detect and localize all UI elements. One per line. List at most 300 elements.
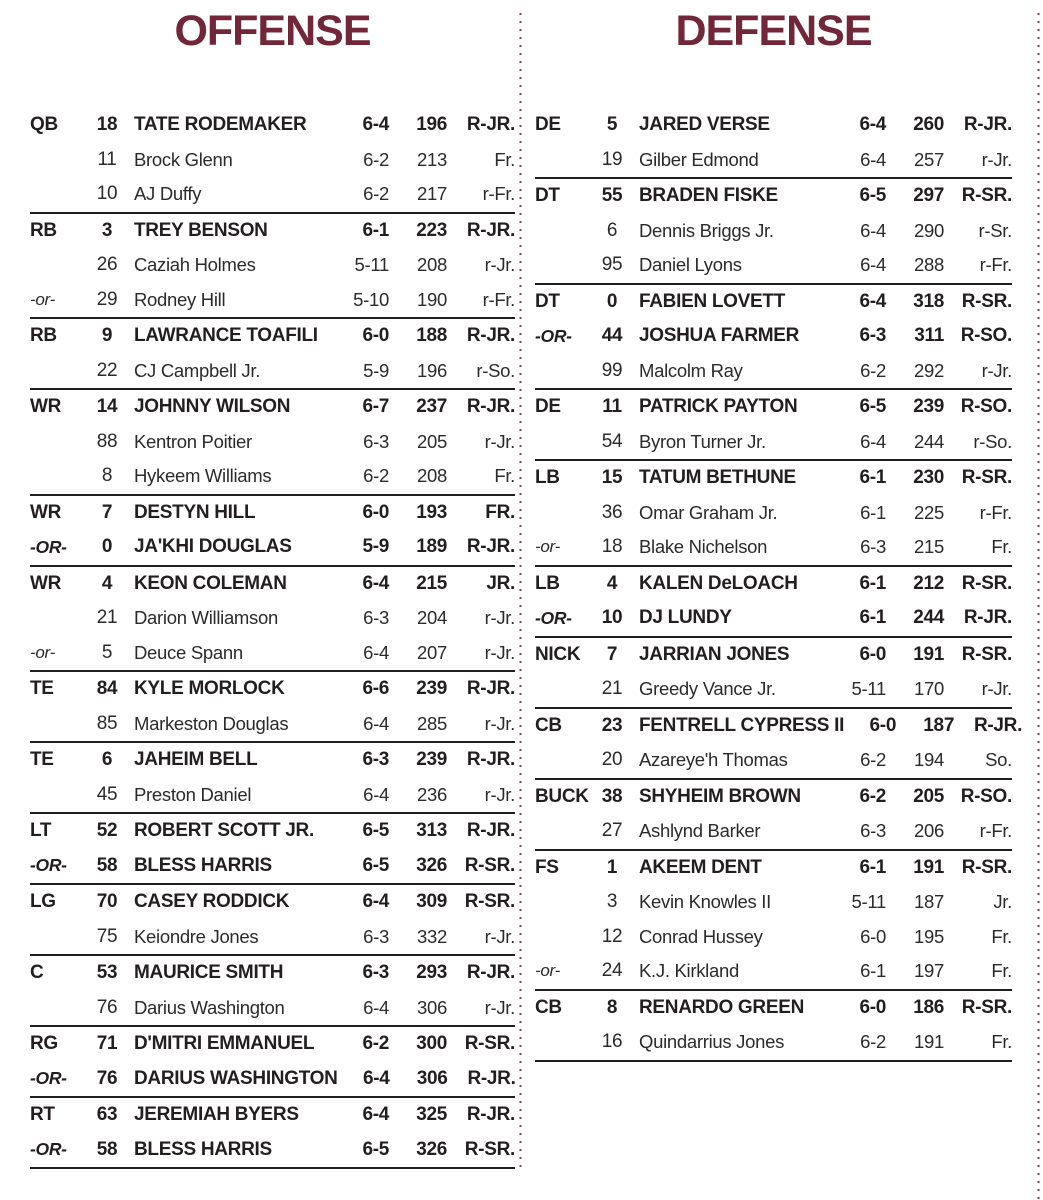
jersey-number: 99 <box>601 359 623 381</box>
player-class: r-Jr. <box>484 925 515 947</box>
player-height: 6-4 <box>363 1067 390 1089</box>
player-height: 6-5 <box>362 820 389 842</box>
player-weight: 191 <box>913 856 944 878</box>
player-row <box>30 319 515 354</box>
player-name: Darion Williamson <box>134 607 278 629</box>
player-weight: 208 <box>417 254 447 276</box>
player-row <box>30 1062 515 1097</box>
position-label: BUCK <box>535 785 589 807</box>
player-weight: 326 <box>416 1138 447 1160</box>
player-weight: 313 <box>416 820 447 842</box>
jersey-number: 26 <box>96 254 118 276</box>
player-weight: 244 <box>914 430 944 452</box>
player-name: Keiondre Jones <box>134 925 259 947</box>
player-row <box>30 354 515 389</box>
position-label: FS <box>535 856 559 878</box>
player-height: 6-1 <box>860 960 886 982</box>
jersey-number: 6 <box>101 749 113 771</box>
player-row <box>535 814 1012 849</box>
player-name: DJ LUNDY <box>639 607 732 629</box>
player-row <box>30 390 515 425</box>
jersey-number: 20 <box>601 749 623 771</box>
player-row <box>535 567 1012 602</box>
player-class: R-SR. <box>464 891 515 913</box>
position-label: RB <box>30 219 57 241</box>
player-class: R-JR. <box>466 536 515 558</box>
player-name: AKEEM DENT <box>639 856 762 878</box>
player-name: Conrad Hussey <box>639 925 763 947</box>
jersey-number: 1 <box>606 856 618 878</box>
player-name: LAWRANCE TOAFILI <box>134 325 318 347</box>
player-weight: 309 <box>416 891 447 913</box>
position-label: LB <box>535 572 560 594</box>
player-height: 6-4 <box>363 783 389 805</box>
position-group <box>535 285 1012 391</box>
jersey-number: 5 <box>101 641 113 663</box>
player-height: 5-9 <box>363 359 389 381</box>
player-name: Kentron Poitier <box>134 430 252 452</box>
player-height: 6-3 <box>859 325 886 347</box>
player-name: Azareye'h Thomas <box>639 749 788 771</box>
position-label: RT <box>30 1104 55 1126</box>
position-label: -OR- <box>30 1068 67 1089</box>
player-row <box>30 1027 515 1062</box>
player-weight: 225 <box>914 501 944 523</box>
player-class: R-SO. <box>960 785 1012 807</box>
jersey-number: 58 <box>96 854 118 876</box>
position-label: -OR- <box>535 325 572 346</box>
player-class: r-Jr. <box>981 678 1012 700</box>
player-weight: 206 <box>914 820 944 842</box>
player-class: Fr. <box>494 148 515 170</box>
position-group <box>30 814 515 885</box>
player-height: 6-2 <box>363 148 389 170</box>
player-row <box>535 143 1012 178</box>
player-weight: 306 <box>416 1067 448 1089</box>
position-group <box>30 1027 515 1098</box>
player-height: 6-4 <box>363 712 389 734</box>
jersey-number: 15 <box>601 467 623 489</box>
jersey-number: 4 <box>101 572 113 594</box>
player-name: D'MITRI EMMANUEL <box>134 1033 315 1055</box>
jersey-number: 38 <box>601 785 623 807</box>
player-row <box>30 459 515 494</box>
player-class: So. <box>985 749 1012 771</box>
player-height: 6-5 <box>859 396 886 418</box>
player-class: Jr. <box>993 891 1012 913</box>
player-class: R-SR. <box>961 643 1012 665</box>
player-class: R-JR. <box>466 1104 515 1126</box>
player-name: BRADEN FISKE <box>639 185 778 207</box>
jersey-number: 7 <box>606 643 618 665</box>
player-height: 5-11 <box>851 678 886 700</box>
player-class: Fr. <box>494 465 515 487</box>
position-label: RG <box>30 1033 58 1055</box>
player-weight: 326 <box>416 854 447 876</box>
player-name: Deuce Spann <box>134 641 243 663</box>
player-class: r-Jr. <box>484 254 515 276</box>
player-class: R-SR. <box>961 572 1012 594</box>
player-height: 6-4 <box>362 1104 389 1126</box>
player-height: 6-4 <box>860 254 886 276</box>
player-name: Hykeem Williams <box>134 465 272 487</box>
player-class: R-JR. <box>467 1067 516 1089</box>
position-group <box>535 108 1012 179</box>
player-height: 6-4 <box>363 996 389 1018</box>
player-row <box>535 954 1012 989</box>
jersey-number: 10 <box>96 183 118 205</box>
player-row <box>535 638 1012 673</box>
player-name: KYLE MORLOCK <box>134 678 285 700</box>
player-class: R-JR. <box>466 820 515 842</box>
position-label: WR <box>30 396 62 418</box>
player-weight: 217 <box>417 183 447 205</box>
player-height: 6-2 <box>363 465 389 487</box>
column-divider-dotted-line <box>519 10 522 1170</box>
player-height: 6-3 <box>860 536 886 558</box>
player-weight: 318 <box>913 290 944 312</box>
player-name: TREY BENSON <box>134 219 268 241</box>
jersey-number: 5 <box>606 114 618 136</box>
position-label: -or- <box>30 289 55 309</box>
player-class: r-Sr. <box>978 219 1012 241</box>
player-class: R-JR. <box>466 219 515 241</box>
position-label: DE <box>535 396 561 418</box>
jersey-number: 8 <box>606 996 618 1018</box>
jersey-number: 88 <box>96 430 118 452</box>
player-name: K.J. Kirkland <box>639 960 739 982</box>
player-height: 6-1 <box>859 572 886 594</box>
player-height: 6-0 <box>869 714 897 736</box>
position-group <box>30 496 515 567</box>
player-weight: 237 <box>416 396 447 418</box>
jersey-number: 12 <box>601 925 623 947</box>
player-row <box>535 991 1012 1026</box>
position-label: NICK <box>535 643 581 665</box>
jersey-number: 22 <box>96 359 118 381</box>
defense-section-title: DEFENSE <box>675 7 872 55</box>
player-height: 6-2 <box>362 1033 389 1055</box>
player-weight: 230 <box>913 467 944 489</box>
player-row <box>30 743 515 778</box>
player-name: Darius Washington <box>134 996 285 1018</box>
player-height: 6-0 <box>859 643 886 665</box>
jersey-number: 6 <box>606 219 618 241</box>
player-name: PATRICK PAYTON <box>639 396 798 418</box>
jersey-number: 71 <box>96 1033 118 1055</box>
position-label: -OR- <box>30 1139 67 1160</box>
player-weight: 239 <box>416 749 447 771</box>
player-name: BLESS HARRIS <box>134 1138 272 1160</box>
jersey-number: 70 <box>96 891 118 913</box>
player-row <box>535 425 1012 460</box>
player-weight: 292 <box>914 359 944 381</box>
player-height: 6-4 <box>362 114 389 136</box>
jersey-number: 16 <box>601 1031 623 1053</box>
player-height: 6-3 <box>860 820 886 842</box>
player-row <box>30 214 515 249</box>
player-height: 6-2 <box>859 785 886 807</box>
player-height: 6-3 <box>363 925 389 947</box>
position-group <box>30 390 515 496</box>
position-label: TE <box>30 749 54 771</box>
jersey-number: 29 <box>96 288 118 310</box>
player-row <box>30 177 515 212</box>
position-group <box>30 567 515 673</box>
player-row <box>30 496 515 531</box>
jersey-number: 7 <box>101 501 113 523</box>
player-class: Fr. <box>991 1031 1012 1053</box>
jersey-number: 53 <box>96 962 118 984</box>
player-name: Brock Glenn <box>134 148 233 170</box>
player-class: R-JR. <box>466 114 515 136</box>
player-class: Fr. <box>991 536 1012 558</box>
player-height: 6-2 <box>860 749 886 771</box>
jersey-number: 3 <box>606 891 618 913</box>
position-label: DT <box>535 290 560 312</box>
player-height: 6-1 <box>860 501 886 523</box>
player-class: R-SR. <box>961 290 1012 312</box>
player-name: TATUM BETHUNE <box>639 467 796 489</box>
player-height: 5-9 <box>362 536 389 558</box>
player-height: 6-5 <box>362 854 389 876</box>
player-height: 6-1 <box>859 607 886 629</box>
player-name: MAURICE SMITH <box>134 962 284 984</box>
jersey-number: 75 <box>96 925 118 947</box>
jersey-number: 3 <box>101 219 113 241</box>
player-name: Malcolm Ray <box>639 359 743 381</box>
player-name: JOSHUA FARMER <box>639 325 800 347</box>
position-group <box>535 461 1012 567</box>
player-weight: 189 <box>416 536 447 558</box>
player-height: 6-6 <box>362 678 389 700</box>
player-class: R-SR. <box>961 856 1012 878</box>
jersey-number: 54 <box>601 430 623 452</box>
player-row <box>30 707 515 742</box>
player-name: RENARDO GREEN <box>639 996 805 1018</box>
jersey-number: 21 <box>601 678 623 700</box>
player-weight: 260 <box>913 114 944 136</box>
player-class: JR. <box>486 572 515 594</box>
player-class: R-SR. <box>464 854 515 876</box>
player-name: KEON COLEMAN <box>134 572 287 594</box>
player-weight: 191 <box>914 1031 944 1053</box>
player-height: 6-0 <box>362 501 389 523</box>
position-label: TE <box>30 678 54 700</box>
player-name: Caziah Holmes <box>134 254 256 276</box>
player-weight: 196 <box>416 114 447 136</box>
player-row <box>535 780 1012 815</box>
player-row <box>30 991 515 1026</box>
player-weight: 191 <box>913 643 944 665</box>
player-height: 6-3 <box>363 607 389 629</box>
player-row <box>535 285 1012 320</box>
jersey-number: 58 <box>96 1138 118 1160</box>
player-row <box>535 920 1012 955</box>
player-row <box>30 814 515 849</box>
player-row <box>30 108 515 143</box>
player-name: TATE RODEMAKER <box>134 114 307 136</box>
player-weight: 239 <box>416 678 447 700</box>
jersey-number: 19 <box>601 148 623 170</box>
player-name: KALEN DeLOACH <box>639 572 798 594</box>
jersey-number: 84 <box>96 678 118 700</box>
jersey-number: 14 <box>96 396 118 418</box>
player-class: R-SO. <box>960 325 1012 347</box>
offense-depth-chart-table <box>30 108 515 1169</box>
player-class: r-Jr. <box>484 607 515 629</box>
player-weight: 311 <box>914 325 944 347</box>
player-weight: 190 <box>417 288 447 310</box>
player-row <box>535 1025 1012 1060</box>
jersey-number: 4 <box>606 572 618 594</box>
player-weight: 187 <box>914 891 944 913</box>
player-name: CJ Campbell Jr. <box>134 359 261 381</box>
player-class: R-JR. <box>963 114 1012 136</box>
position-label: WR <box>30 501 62 523</box>
player-class: R-SR. <box>961 467 1012 489</box>
player-height: 6-4 <box>362 572 389 594</box>
player-height: 6-1 <box>362 219 389 241</box>
position-group <box>30 214 515 320</box>
player-name: Kevin Knowles II <box>639 891 771 913</box>
player-class: r-Jr. <box>484 430 515 452</box>
player-height: 6-1 <box>859 856 886 878</box>
player-row <box>535 851 1012 886</box>
player-class: Fr. <box>991 960 1012 982</box>
position-label: QB <box>30 114 58 136</box>
position-group <box>535 638 1012 709</box>
player-weight: 188 <box>416 325 447 347</box>
jersey-number: 76 <box>96 1067 118 1089</box>
position-group <box>30 743 515 814</box>
jersey-number: 44 <box>601 325 623 347</box>
player-row <box>30 248 515 283</box>
player-name: Greedy Vance Jr. <box>639 678 776 700</box>
player-name: Daniel Lyons <box>639 254 742 276</box>
player-row <box>535 319 1012 354</box>
player-name: Markeston Douglas <box>134 712 289 734</box>
player-name: JARRIAN JONES <box>639 643 790 665</box>
player-class: r-So. <box>476 359 515 381</box>
player-row <box>30 425 515 460</box>
player-class: R-JR. <box>466 396 515 418</box>
player-height: 6-4 <box>859 290 886 312</box>
player-weight: 236 <box>417 783 447 805</box>
player-height: 6-2 <box>860 1031 886 1053</box>
player-name: Rodney Hill <box>134 288 226 310</box>
player-weight: 187 <box>923 714 955 736</box>
position-label: CB <box>535 996 562 1018</box>
position-label: RB <box>30 325 57 347</box>
player-name: Byron Turner Jr. <box>639 430 766 452</box>
player-name: Dennis Briggs Jr. <box>639 219 774 241</box>
player-height: 6-4 <box>859 114 886 136</box>
position-group <box>30 319 515 390</box>
player-name: Preston Daniel <box>134 783 252 805</box>
jersey-number: 55 <box>601 185 623 207</box>
jersey-number: 45 <box>96 783 118 805</box>
jersey-number: 8 <box>101 465 113 487</box>
player-class: r-Fr. <box>979 820 1012 842</box>
player-name: JA'KHI DOUGLAS <box>134 536 292 558</box>
jersey-number: 10 <box>601 607 623 629</box>
player-weight: 205 <box>913 785 944 807</box>
player-weight: 332 <box>417 925 447 947</box>
player-class: R-JR. <box>963 607 1012 629</box>
player-weight: 193 <box>416 501 447 523</box>
jersey-number: 52 <box>96 820 118 842</box>
position-group <box>30 956 515 1027</box>
position-label: -or- <box>30 642 55 662</box>
player-row <box>30 1133 515 1168</box>
player-name: SHYHEIM BROWN <box>639 785 801 807</box>
offense-section-title: OFFENSE <box>174 7 371 55</box>
player-height: 6-5 <box>362 1138 389 1160</box>
player-name: FABIEN LOVETT <box>639 290 785 312</box>
player-weight: 293 <box>416 962 447 984</box>
player-row <box>30 283 515 318</box>
position-label: LG <box>30 891 56 913</box>
position-label: -OR- <box>30 855 67 876</box>
player-height: 6-4 <box>363 641 389 663</box>
player-class: R-SR. <box>464 1138 515 1160</box>
player-row <box>30 778 515 813</box>
player-class: r-Fr. <box>482 183 515 205</box>
player-class: Fr. <box>991 925 1012 947</box>
player-height: 6-4 <box>860 148 886 170</box>
player-row <box>535 108 1012 143</box>
jersey-number: 85 <box>96 712 118 734</box>
position-group <box>535 179 1012 285</box>
player-class: R-SR. <box>961 996 1012 1018</box>
player-name: DESTYN HILL <box>134 501 256 523</box>
jersey-number: 21 <box>96 607 118 629</box>
player-weight: 186 <box>913 996 944 1018</box>
player-row <box>30 920 515 955</box>
player-name: CASEY RODDICK <box>134 891 290 913</box>
player-height: 6-3 <box>362 962 389 984</box>
player-weight: 194 <box>914 749 944 771</box>
player-row <box>30 885 515 920</box>
player-row <box>30 849 515 884</box>
player-row <box>30 567 515 602</box>
jersey-number: 23 <box>601 714 623 736</box>
player-weight: 196 <box>417 359 447 381</box>
player-height: 6-7 <box>362 396 389 418</box>
player-weight: 205 <box>417 430 447 452</box>
player-class: r-Jr. <box>981 148 1012 170</box>
player-class: FR. <box>485 501 515 523</box>
jersey-number: 95 <box>601 254 623 276</box>
player-height: 6-2 <box>860 359 886 381</box>
player-weight: 257 <box>914 148 944 170</box>
jersey-number: 0 <box>101 536 113 558</box>
player-height: 6-4 <box>860 219 886 241</box>
jersey-number: 24 <box>601 960 623 982</box>
player-row <box>30 636 515 671</box>
player-row <box>535 709 1023 744</box>
player-height: 6-5 <box>859 185 886 207</box>
player-weight: 325 <box>416 1104 447 1126</box>
player-weight: 223 <box>416 219 447 241</box>
player-row <box>535 214 1012 249</box>
player-weight: 213 <box>417 148 447 170</box>
player-row <box>30 143 515 178</box>
position-group <box>535 780 1012 851</box>
player-class: R-JR. <box>466 749 515 771</box>
player-class: r-Fr. <box>979 501 1012 523</box>
